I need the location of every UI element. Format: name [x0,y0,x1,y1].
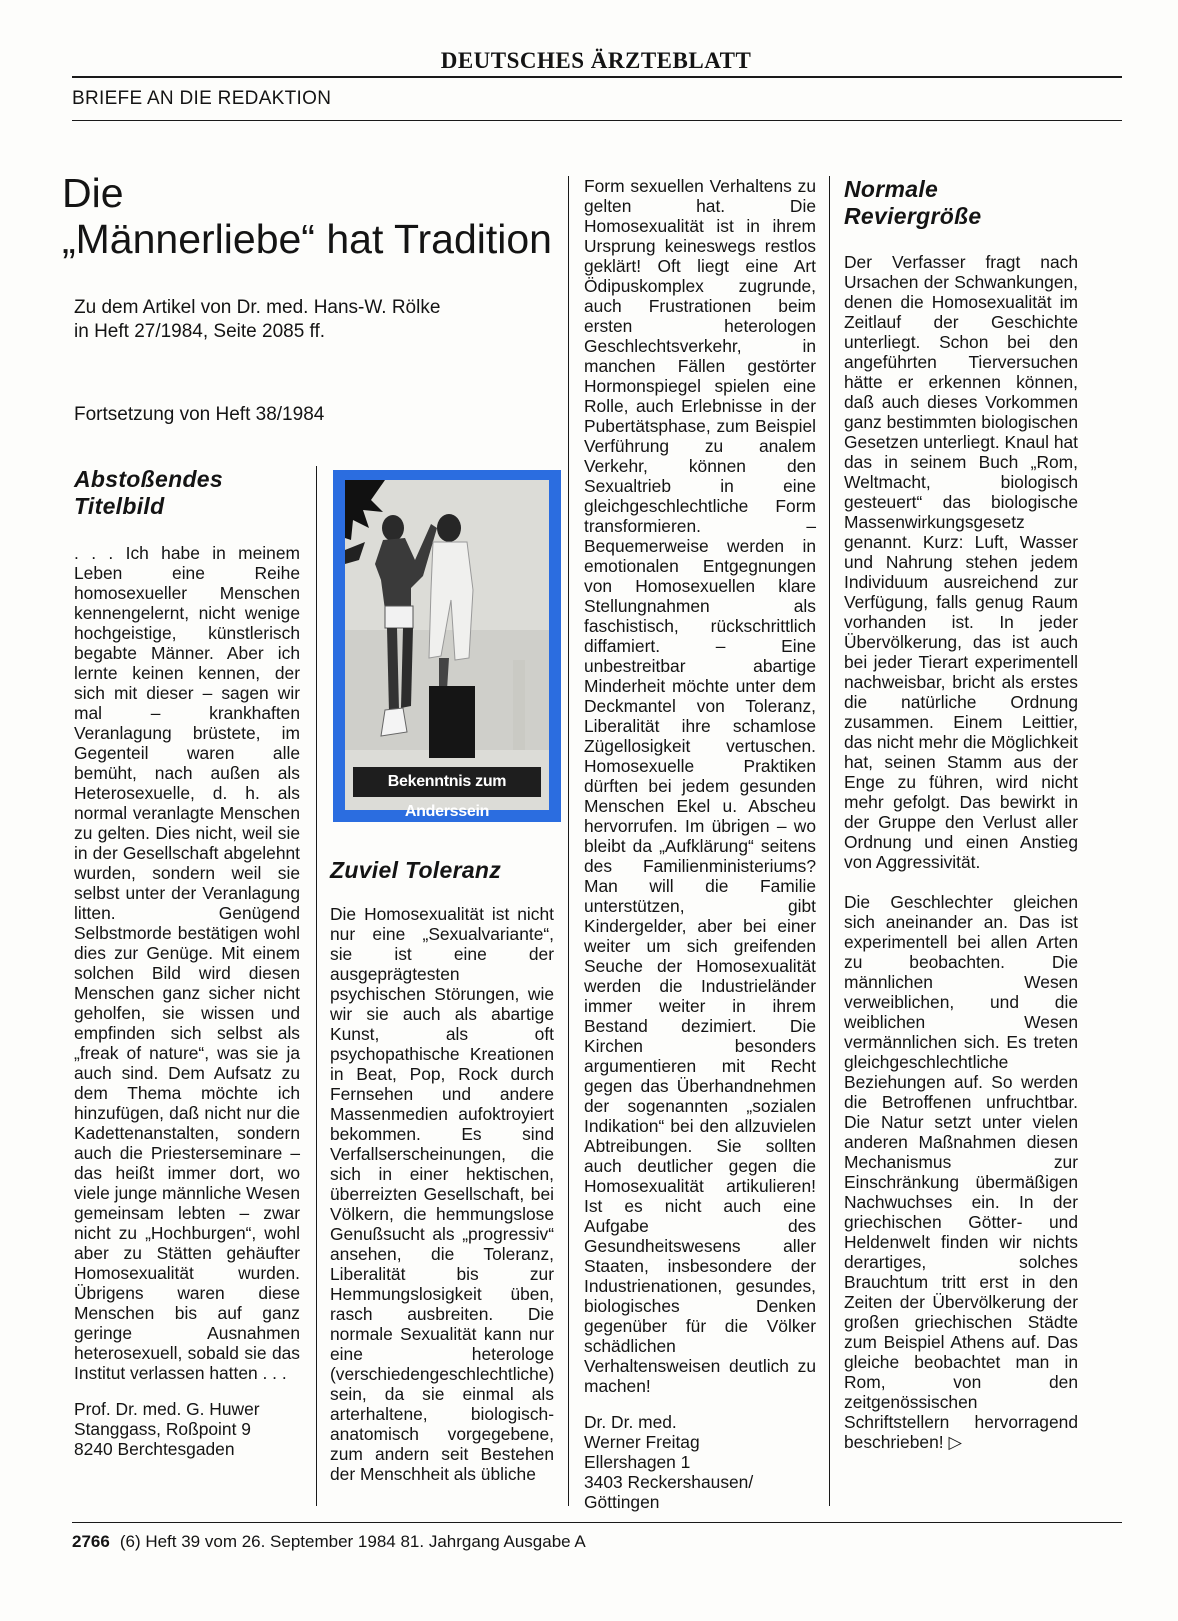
headline-line-1: Die [62,170,124,216]
issue-info: (6) Heft 39 vom 26. September 1984 81. Jahrgang Ausgabe A [119,1532,586,1551]
signature-line: Ellershagen 1 [584,1452,691,1472]
cover-photo [345,480,549,820]
continue-arrow-icon: ▷ [948,1432,962,1452]
column-rule-3 [829,176,830,1506]
signature-line: Prof. Dr. med. G. Huwer [74,1399,260,1419]
reference-line-1: Zu dem Artikel von Dr. med. Hans-W. Rölke [74,297,441,318]
letter3-heading: Normale Reviergröße [844,176,982,229]
signature-line: Werner Freitag [584,1432,700,1452]
letter1-signature [74,1399,300,1459]
masthead: DEUTSCHES ÄRZTEBLATT [440,48,752,73]
letter3-paragraph-1: Der Verfasser fragt nach Ursachen der Schwankungen, denen die Homosexualität im Zeitlauf der Geschichte unterliegt. Schon bei den angeführten Tierversuchen hätte er erkennen können, daß auch dieses Vorkommen ganz bestimmten biologischen Gesetzen unterliegt. Knaul hat das in seinem Buch „Rom, Weltmacht, biologisch gesteuert“ das biologische Massenwirkungsgesetz genannt. Kurz: Luft, Wasser und Nahrung stehen jedem Individuum ausreichend zur Verfügung, falls genug Raum vorhanden ist. In jeder Übervölkerung, das ist auch bei jeder Tierart experimentell nachweisbar, bricht als erstes die natürliche Ordnung zusammen. Einem Leittier, das nicht mehr die Möglichkeit hat, seinen Stamm aus der Enge zu führen, wird nicht mehr gefolgt. Das bewirkt in der Gruppe den Verlust aller Ordnung und einen Anstieg von Aggressivität. [844,252,1078,872]
letter1-text: . . . Ich habe in meinem Leben eine Reihe homosexueller Menschen kennengelernt, nicht wenige hochgeistige, künstlerisch begabte Männer. Aber ich lernte keinen kennen, der sich mit dieser – sagen wir mal – krankhaften Veranlagung brüstete, im Gegenteil waren alle bemüht, nach außen als Heterosexuelle, d. h. als normal veranlagte Menschen zu gelten. Dies nicht, weil sie in der Gesellschaft abgelehnt wurden, sondern weil sie selbst unter der Veranlagung litten. Genügend Selbstmorde bestätigen wohl dies zur Genüge. Mit einem solchen Bild wird diesen Menschen ganz sicher nicht geholfen, sie wissen und empfinden sich selbst als „freak of nature“, was sie ja auch sind. Dem Aufsatz zu dem Thema möchte ich hinzufügen, daß nicht nur die Kadettenanstalten, sondern auch die Priesterseminare – das heißt immer dort, wo viele junge männliche Wesen gemeinsam lebten – zwar nicht zu „Hochburgen“, wohl aber zu Stätten gehäufter Homosexualität wurden. Übrigens waren diese Menschen bis auf ganz geringe Ausnahmen heterosexuell, sobald sie das Institut verlassen hatten . . . [74,543,300,1383]
article-headline [62,170,552,262]
cover-illustration [345,480,549,810]
letter2-signature [584,1412,816,1512]
header-rule [72,76,1122,78]
page-number: 2766 [72,1532,110,1551]
letter3-paragraph-2: Die Geschlechter gleichen sich aneinander an. Das ist experimentell bei allen Arten zu beobachten. Die männlichen Wesen verweiblichen, und die weiblichen Wesen vermännlichen sich. Es treten gleichgeschlechtliche Beziehungen auf. So werden die Betroffenen unfruchtbar. Die Natur setzt unter vielen anderen Maßnahmen diesen Mechanismus zur Einschränkung übermäßigen Nachwuchses ein. In der griechischen Götter- und Heldenwelt finden wir nichts derartiges, solches Brauchtum tritt erst in den Zeiten der Übervölkerung der großen griechischen Städte zum Beispiel Athens auf. Das gleiche beobachtet man in Rom, von den zeitgenössischen Schriftstellern hervorragend beschrieben! ▷ [844,892,1078,1452]
letter2-heading: Zuviel Toleranz [330,857,502,883]
signature-line: Dr. Dr. med. [584,1412,677,1432]
letter1-body [74,543,300,1459]
section-rule [72,120,1122,121]
reference-line-2: in Heft 27/1984, Seite 2085 ff. [74,321,326,342]
cover-caption: Bekenntnis zum Anderssein [353,767,541,797]
footer-rule [72,1522,1122,1523]
letter2-body-col3 [584,176,816,1512]
letter2-text-part1: Die Homosexualität ist nicht nur eine „Sexualvariante“, sie ist eine der ausgeprägtesten psychischen Störungen, wie wir sie auch als abartige Kunst, als oft psychopathische Kreationen in Beat, Pop, Rock durch Fernsehen und andere Massenmedien aufoktroyiert bekommen. Es sind Verfallserscheinungen, die sich in einer hektischen, überreizten Gesellschaft, bei Völkern, die hemmungslose Genußsucht als „progressiv“ ansehen, die Toleranz, Liberalität bis zur Hemmungslosigkeit üben, rasch ausbreiten. Die normale Sexualität kann nur eine heterologe (verschiedengeschlechtliche) sein, da sie einmal als arterhaltene, biologisch-anatomisch vorgegebene, zum andern seit Bestehen der Menschheit als übliche [330,904,555,1484]
letter1-heading: Abstoßendes Titelbild [74,466,223,519]
continuation-note: Fortsetzung von Heft 38/1984 [74,404,325,425]
column-rule-2 [568,176,569,1506]
letter3-body [844,252,1078,1452]
headline-line-2: „Männerliebe“ hat Tradition [62,216,552,262]
page-footer [72,1532,586,1552]
article-reference [74,296,440,344]
signature-line: Stanggass, Roßpoint 9 [74,1419,251,1439]
cover-image-frame [333,470,561,822]
signature-line: 3403 Reckershausen/ [584,1472,754,1492]
signature-line: 8240 Berchtesgaden [74,1439,235,1459]
signature-line: Göttingen [584,1492,660,1512]
section-title: BRIEFE AN DIE REDAKTION [72,88,332,109]
letter2-body-col2 [330,904,554,1484]
letter2-text-part2: Form sexuellen Verhaltens zu gelten hat. Die Homosexualität ist in ihrem Ursprung keineswegs restlos geklärt! Oft liegt eine Art Ödipuskomplex zugrunde, auch Frustrationen beim ersten heterologen Geschlechtsverkehr, in manchen Fällen gestörter Hormonspiegel spielen eine Rolle, auch Erlebnisse in der Pubertätsphase, zum Beispiel Verführung zu analem Verkehr, können den Sexualtrieb in eine gleichgeschlechtliche Form transformieren. – Bequemerweise werden in emotionalen Entgegnungen von Homosexuellen klare Stellungnahmen als faschistisch, rückschrittlich diffamiert. – Eine unbestreitbar abartige Minderheit möchte unter dem Deckmantel von Toleranz, Liberalität ihre schamlose Zügellosigkeit vertuschen. Homosexuelle Praktiken dürften bei jedem gesunden Menschen Ekel u. Abscheu hervorrufen. Im übrigen – wo bleibt da „Aufklärung“ seitens des Familienministeriums? Man will die Familie unterstützen, gibt Kindergelder, aber bei einer weiter um sich greifenden Seuche der Homosexualität werden die Industrieländer immer weiter in ihrem Bestand dezimiert. Die Kirchen besonders argumentieren mit Recht gegen das Überhandnehmen der sogenannten „sozialen Indikation“ bei den allzuvielen Abtreibungen. Sie sollten auch deutlicher gegen die Homosexualität artikulieren! Ist es nicht auch eine Aufgabe des Gesundheitswesens aller Staaten, insbesondere der Industrienationen, gesundes, biologisches Denken gegenüber für die Völker schädlichen Verhaltensweisen deutlich zu machen! [584,176,816,1396]
column-rule-1 [316,466,317,1506]
